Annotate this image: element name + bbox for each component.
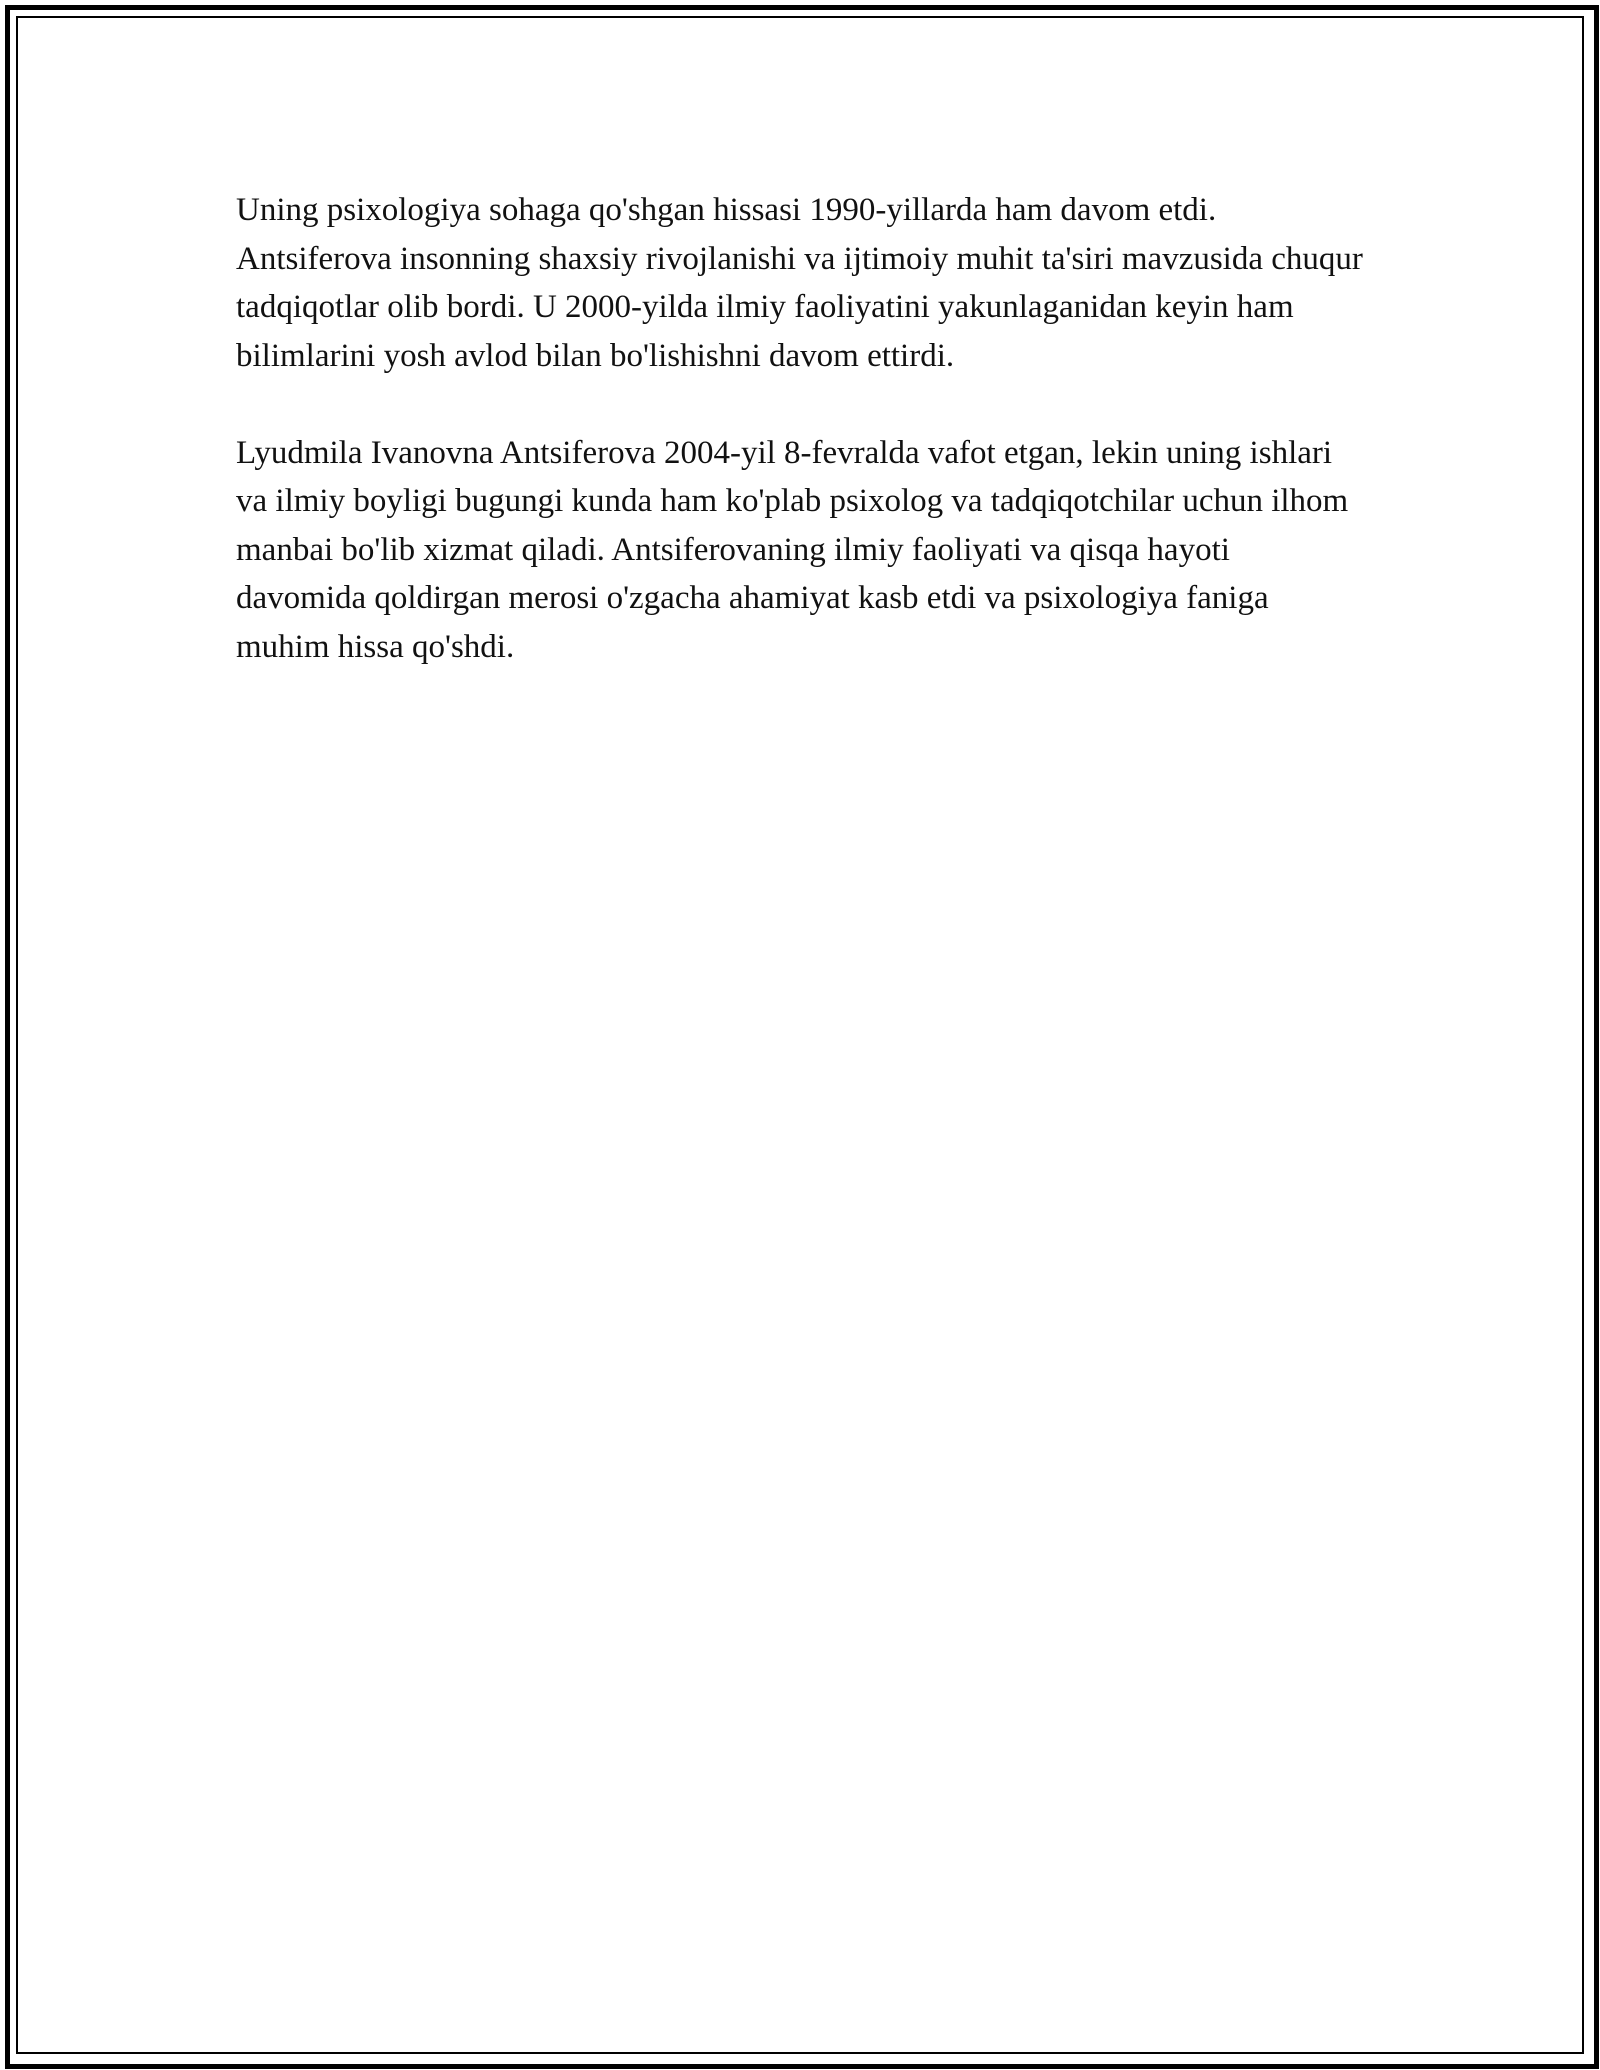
document-body bbox=[236, 186, 1366, 720]
paragraph-1: Uning psixologiya sohaga qo'shgan hissasi 1990-yillarda ham davom etdi. Antsiferova insonning shaxsiy rivojlanishi va ijtimoiy muhit ta'siri mavzusida chuqur tadqiqotlar olib bordi. U 2000-yilda ilmiy faoliyatini yakunlaganidan keyin ham bilimlarini yosh avlod bilan bo'lishishni davom ettirdi. bbox=[236, 192, 1363, 374]
paragraph-2: Lyudmila Ivanovna Antsiferova 2004-yil 8-fevralda vafot etgan, lekin uning ishlari va ilmiy boyligi bugungi kunda ham ko'plab psixolog va tadqiqotchilar uchun ilhom manbai bo'lib xizmat qiladi. Antsiferovaning ilmiy faoliyati va qisqa hayoti davomida qoldirgan merosi o'zgacha ahamiyat kasb etdi va psixologiya faniga muhim hissa qo'shdi. bbox=[236, 434, 1349, 665]
